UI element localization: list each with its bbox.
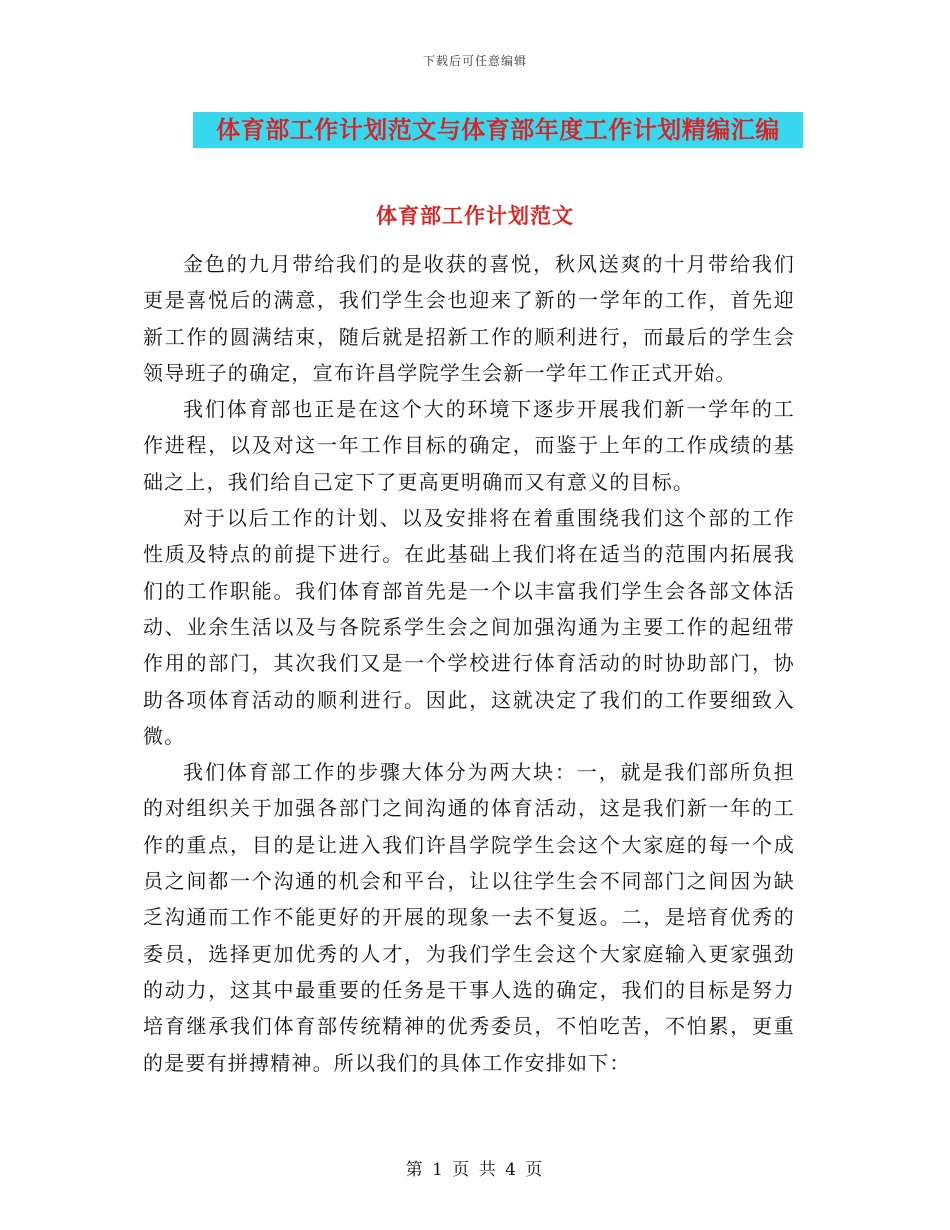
section-title: 体育部工作计划范文: [376, 203, 574, 228]
document-body: [143, 246, 795, 1081]
header-note: 下载后可任意编辑: [422, 54, 527, 68]
paragraph-2: 我们体育部也正是在这个大的环境下逐步开展我们新一学年的工作进程，以及对这一年工作目标的确定，而鉴于上年的工作成绩的基础之上，我们给自己定下了更高更明确而又有意义的目标。: [143, 397, 795, 494]
paragraph-1: 金色的九月带给我们的是收获的喜悦，秋风送爽的十月带给我们更是喜悦后的满意，我们学生会也迎来了新的一学年的工作，首先迎新工作的圆满结束，随后就是招新工作的顺利进行，而最后的学生会领导班子的确定，宣布许昌学院学生会新一学年工作正式开始。: [143, 252, 795, 385]
main-title-highlight: [193, 112, 803, 148]
main-title: 体育部工作计划范文与体育部年度工作计划精编汇编: [216, 115, 780, 144]
paragraph-4: 我们体育部工作的步骤大体分为两大块：一，就是我们部所负担的对组织关于加强各部门之间沟通的体育活动，这是我们新一年的工作的重点，目的是让进入我们许昌学院学生会这个大家庭的每一个成员之间都一个沟通的机会和平台，让以往学生会不同部门之间因为缺乏沟通而工作不能更好的开展的现象一去不复返。二，是培育优秀的委员，选择更加优秀的人才，为我们学生会这个大家庭输入更家强劲的动力，这其中最重要的任务是干事人选的确定，我们的目标是努力培育继承我们体育部传统精神的优秀委员，不怕吃苦，不怕累，更重的是要有拼搏精神。所以我们的具体工作安排如下：: [143, 760, 795, 1075]
paragraph-3: 对于以后工作的计划、以及安排将在着重围绕我们这个部的工作性质及特点的前提下进行。在此基础上我们将在适当的范围内拓展我们的工作职能。我们体育部首先是一个以丰富我们学生会各部文体活动、业余生活以及与各院系学生会之间加强沟通为主要工作的起纽带作用的部门，其次我们又是一个学校进行体育活动的时协助部门，协助各项体育活动的顺利进行。因此，这就决定了我们的工作要细致入微。: [143, 506, 795, 748]
page-number-footer: 第 1 页 共 4 页: [405, 1160, 545, 1180]
